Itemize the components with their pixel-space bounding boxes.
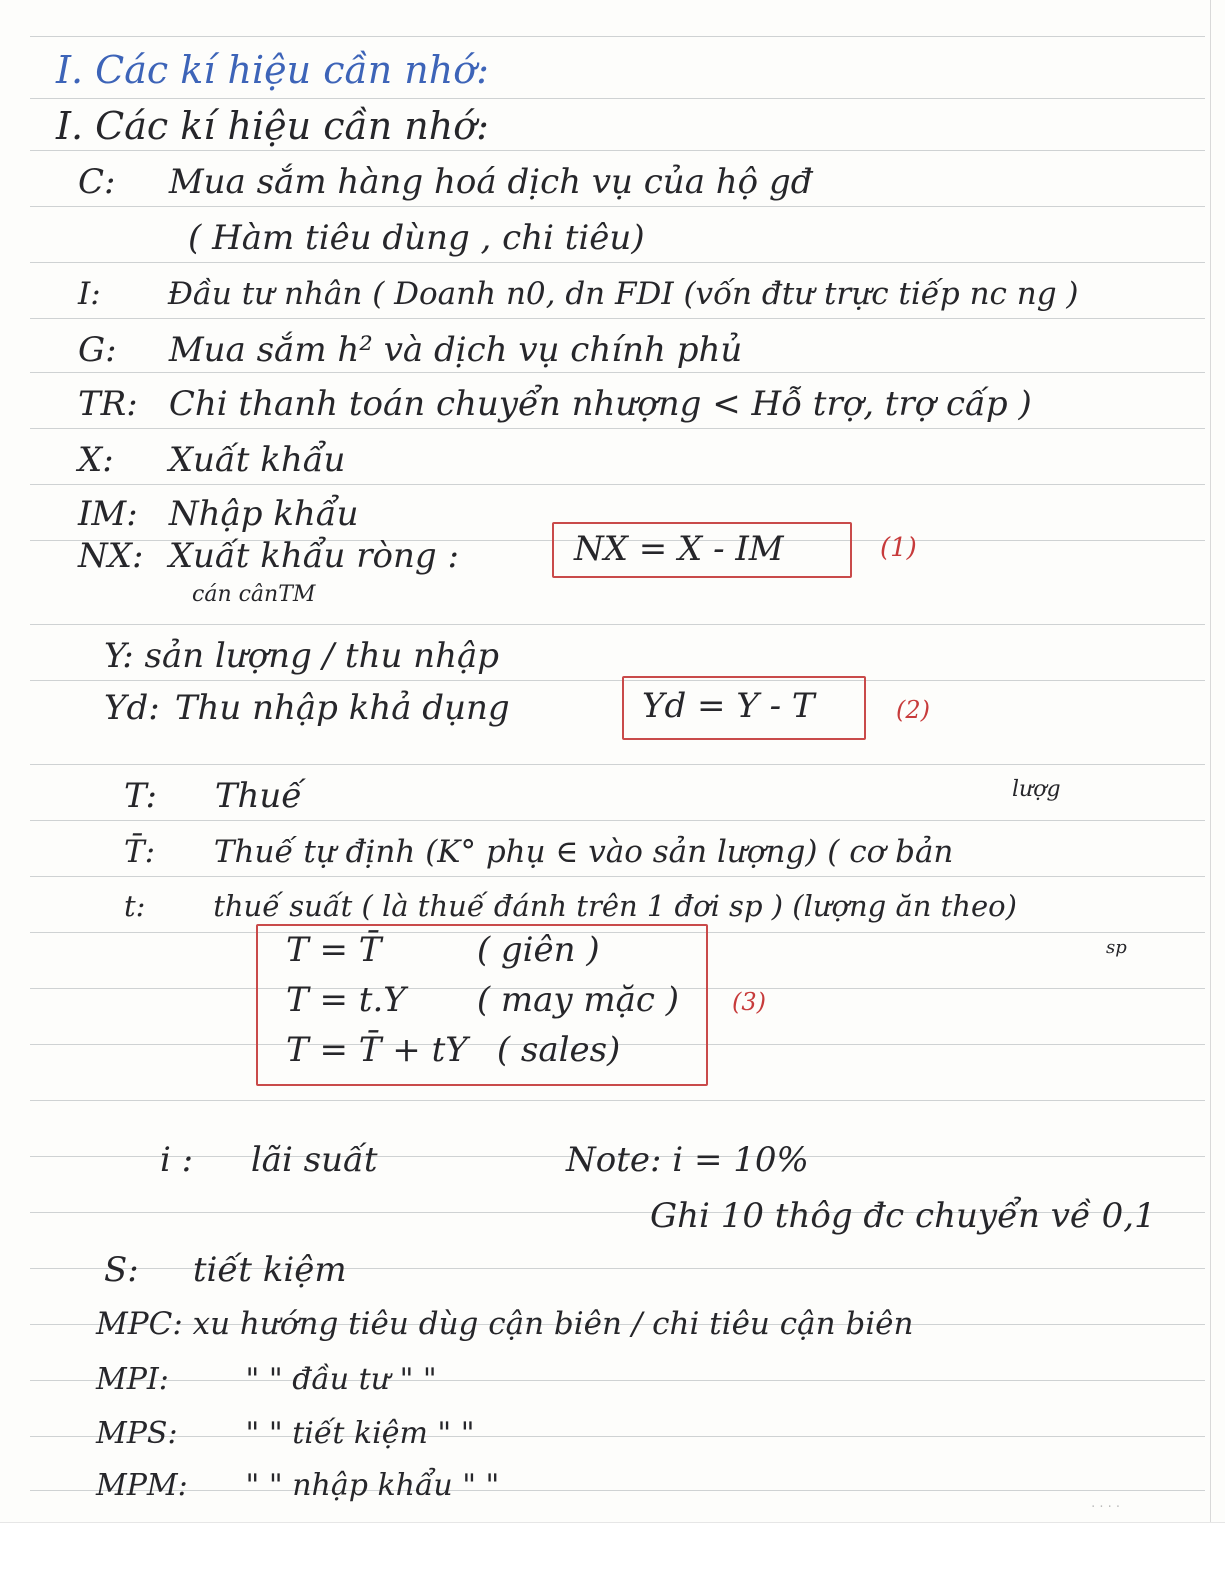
interest-note-2: Ghi 10 thôg đc chuyển về 0,1 — [650, 1196, 1156, 1236]
page-watermark: · · · · — [1091, 1500, 1120, 1515]
ruled-line — [30, 372, 1205, 373]
definition: Mua sắm hàng hoá dịch vụ của hộ gđ — [168, 162, 813, 202]
definition: xu hướng tiêu dùg cận biên / chi tiêu cận biên — [192, 1306, 914, 1342]
item-tax-rate — [124, 886, 1017, 926]
symbol: I: — [78, 276, 101, 312]
formula-number: (3) — [732, 988, 766, 1016]
item-i-interest — [160, 1140, 377, 1180]
note-luog: lượg — [1012, 777, 1061, 802]
ruled-line — [30, 150, 1205, 151]
definition: Xuất khẩu — [168, 440, 346, 480]
definition: Thuế — [214, 776, 303, 816]
symbol: MPC: — [96, 1306, 183, 1342]
item-mpm — [96, 1466, 499, 1506]
symbol: t: — [124, 889, 146, 923]
symbol: C: — [78, 162, 116, 202]
formula: T = t.Y — [286, 980, 406, 1020]
item-g — [78, 330, 742, 370]
item-t-bar — [124, 832, 953, 872]
formula-nx: NX = X - IM — [574, 529, 784, 569]
tax-formula-row — [286, 980, 679, 1020]
ruled-line — [30, 262, 1205, 263]
symbol: G: — [78, 330, 117, 370]
ruled-line — [30, 318, 1205, 319]
definition: Xuất khẩu ròng : — [168, 536, 459, 576]
interest-note: Note: i = 10% — [566, 1140, 809, 1180]
tax-formula-row — [286, 1030, 620, 1070]
ruled-line — [30, 876, 1205, 877]
item-c-note: ( Hàm tiêu dùng , chi tiêu) — [188, 218, 645, 258]
ruled-line — [30, 624, 1205, 625]
definition: thuế suất ( là thuế đánh trên 1 đơi sp ) (lượng ăn theo) — [213, 889, 1017, 923]
definition: Mua sắm h² và dịch vụ chính phủ — [168, 330, 743, 370]
item-mps — [96, 1414, 475, 1454]
ruled-line — [30, 680, 1205, 681]
ruled-line — [30, 1100, 1205, 1101]
symbol: T̄: — [124, 834, 156, 870]
ruled-line — [30, 764, 1205, 765]
ruled-line — [30, 98, 1205, 99]
tax-formula-row — [286, 930, 600, 970]
symbol: S: — [104, 1250, 139, 1290]
ruled-line — [30, 206, 1205, 207]
symbol: T: — [124, 776, 157, 816]
formula-note: ( sales) — [496, 1030, 621, 1070]
ruled-line — [30, 428, 1205, 429]
definition: Chi thanh toán chuyển nhượng < Hỗ trợ, trợ cấp ) — [168, 384, 1032, 424]
definition: " " nhập khẩu " " — [245, 1468, 500, 1503]
formula-note: ( giên ) — [476, 930, 600, 970]
formula: T = T̄ — [286, 930, 382, 970]
definition: Thu nhập khả dụng — [174, 688, 510, 728]
note-sp: sp — [1106, 937, 1127, 958]
formula-number: (1) — [880, 533, 917, 563]
symbol: MPI: — [96, 1362, 169, 1397]
formula: T = T̄ + tY — [286, 1030, 468, 1070]
symbol: MPS: — [96, 1416, 178, 1451]
definition: lãi suất — [250, 1140, 378, 1180]
item-yd — [104, 688, 510, 728]
formula-yd: Yd = Y - T — [642, 686, 815, 726]
item-im — [78, 494, 359, 534]
formula-note: ( may mặc ) — [476, 980, 680, 1020]
item-y: Y: sản lượng / thu nhập — [104, 636, 500, 676]
item-t — [124, 776, 302, 816]
symbol: i : — [160, 1140, 194, 1180]
definition: tiết kiệm — [192, 1250, 347, 1290]
symbol: TR: — [78, 384, 138, 424]
nx-subnote: cán cânTM — [192, 582, 316, 607]
symbol: MPM: — [96, 1468, 188, 1503]
ruled-line — [30, 820, 1205, 821]
item-x — [78, 440, 345, 480]
page-edge — [1210, 0, 1211, 1523]
item-nx — [78, 536, 459, 576]
symbol: IM: — [78, 494, 138, 534]
definition: " " đầu tư " " — [245, 1362, 437, 1397]
heading-blue: I. Các kí hiệu cần nhớ: — [56, 48, 489, 92]
item-s — [104, 1250, 347, 1290]
item-i — [78, 274, 1079, 314]
symbol: Yd: — [104, 688, 160, 728]
definition: Nhập khẩu — [168, 494, 359, 534]
ruled-line — [30, 484, 1205, 485]
formula-number: (2) — [896, 696, 930, 724]
item-mpc — [96, 1304, 913, 1344]
heading: I. Các kí hiệu cần nhớ: — [56, 104, 489, 148]
symbol: X: — [78, 440, 114, 480]
definition: Đầu tư nhân ( Doanh n0, dn FDI (vốn đtư trực tiếp nc ng ) — [167, 276, 1079, 312]
definition: " " tiết kiệm " " — [245, 1416, 475, 1451]
item-c — [78, 162, 812, 202]
symbol: NX: — [78, 536, 144, 576]
item-mpi — [96, 1360, 437, 1400]
definition: Thuế tự định (K° phụ ∈ vào sản lượng) ( cơ bản — [213, 834, 954, 870]
page-bottom-margin — [0, 1522, 1225, 1585]
item-tr — [78, 384, 1032, 424]
ruled-line — [30, 36, 1205, 37]
